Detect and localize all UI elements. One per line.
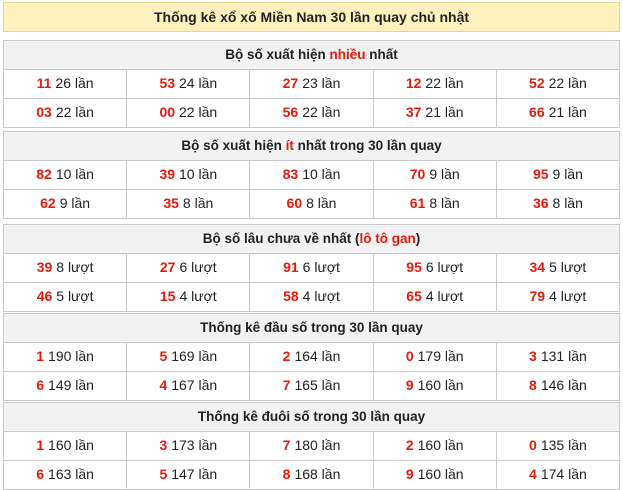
stat-cell: [496, 283, 619, 311]
section-title-text: ): [415, 231, 421, 246]
lottery-number: 00: [159, 104, 176, 120]
lottery-number: 12: [405, 75, 422, 91]
occurrence-count: 160 lần: [48, 437, 94, 453]
lottery-number: 35: [163, 195, 179, 211]
lottery-number: 7: [282, 377, 291, 393]
occurrence-count: 5 lượt: [56, 288, 94, 304]
occurrence-count: 174 lần: [540, 466, 587, 482]
stat-cell: [126, 254, 249, 282]
occurrence-count: 22 lần: [179, 104, 218, 120]
occurrence-count: 180 lần: [294, 437, 341, 453]
stat-cell: [126, 190, 249, 218]
stat-cell: [373, 343, 496, 371]
occurrence-count: 169 lần: [171, 348, 218, 364]
lottery-number: 2: [282, 348, 291, 364]
lottery-number: 70: [409, 166, 426, 182]
lottery-number: 3: [159, 437, 168, 453]
occurrence-count: 168 lần: [294, 466, 341, 482]
section-title-highlight: ít: [285, 138, 294, 153]
stat-cell: [4, 432, 126, 460]
stat-cell: [249, 372, 372, 400]
occurrence-count: 4 lượt: [425, 288, 464, 304]
occurrence-count: 4 lượt: [302, 288, 340, 304]
lottery-number: 66: [529, 104, 545, 120]
stat-cell: [496, 190, 619, 218]
stat-cell: [249, 343, 372, 371]
stat-cell: [373, 372, 496, 400]
stat-cell: [126, 283, 249, 311]
stat-row: [4, 371, 619, 400]
occurrence-count: 6 lượt: [425, 259, 464, 275]
lottery-number: 79: [529, 288, 546, 304]
lottery-number: 5: [159, 466, 168, 482]
occurrence-count: 10 lần: [179, 166, 218, 182]
lottery-number: 03: [36, 104, 52, 120]
stat-cell: [496, 99, 619, 127]
stat-cell: [373, 161, 496, 189]
stat-cell: [249, 432, 372, 460]
occurrence-count: 22 lần: [548, 75, 587, 91]
occurrence-count: 21 lần: [548, 104, 587, 120]
lottery-number: 7: [282, 437, 291, 453]
occurrence-count: 8 lần: [182, 195, 214, 211]
lottery-number: 62: [40, 195, 56, 211]
lottery-number: 36: [532, 195, 549, 211]
occurrence-count: 6 lượt: [179, 259, 217, 275]
lottery-number: 58: [283, 288, 299, 304]
occurrence-count: 5 lượt: [549, 259, 587, 275]
stat-cell: [373, 432, 496, 460]
stat-section: [3, 224, 620, 312]
stat-cell: [4, 254, 126, 282]
section-title: [4, 314, 619, 343]
lottery-number: 52: [529, 75, 545, 91]
occurrence-count: 23 lần: [302, 75, 341, 91]
section-title: [4, 132, 619, 161]
occurrence-count: 167 lần: [171, 377, 218, 393]
stat-cell: [126, 161, 249, 189]
section-title-text: nhất: [365, 47, 398, 62]
occurrence-count: 9 lần: [552, 166, 583, 182]
stat-cell: [249, 283, 372, 311]
lottery-number: 27: [282, 75, 299, 91]
section-title: [4, 41, 619, 70]
stat-section: [3, 313, 620, 401]
stat-cell: [4, 70, 126, 98]
occurrence-count: 8 lần: [306, 195, 337, 211]
lottery-number: 15: [159, 288, 176, 304]
lottery-number: 82: [36, 166, 52, 182]
stat-cell: [126, 99, 249, 127]
section-title: [4, 403, 619, 432]
stat-cell: [373, 99, 496, 127]
stat-cell: [4, 283, 126, 311]
occurrence-count: 8 lần: [552, 195, 583, 211]
occurrence-count: 131 lần: [540, 348, 587, 364]
occurrence-count: 160 lần: [417, 377, 464, 393]
occurrence-count: 146 lần: [540, 377, 587, 393]
lottery-number: 9: [405, 466, 414, 482]
occurrence-count: 4 lượt: [179, 288, 217, 304]
section-title-highlight: lô tô gan: [359, 231, 416, 246]
lottery-number: 5: [159, 348, 168, 364]
stat-section: [3, 131, 620, 219]
occurrence-count: 163 lần: [48, 466, 94, 482]
section-title-text: nhất trong 30 lần quay: [293, 138, 442, 153]
lottery-number: 60: [286, 195, 303, 211]
lottery-number: 3: [529, 348, 537, 364]
lottery-number: 39: [36, 259, 53, 275]
lottery-number: 27: [159, 259, 176, 275]
occurrence-count: 22 lần: [55, 104, 94, 120]
occurrence-count: 21 lần: [425, 104, 464, 120]
occurrence-count: 147 lần: [171, 466, 218, 482]
stat-cell: [496, 343, 619, 371]
stat-cell: [496, 70, 619, 98]
stat-row: [4, 432, 619, 460]
stat-cell: [249, 161, 372, 189]
stat-cell: [126, 432, 249, 460]
occurrence-count: 8 lần: [429, 195, 460, 211]
occurrence-count: 135 lần: [540, 437, 587, 453]
lottery-number: 4: [529, 466, 537, 482]
stat-cell: [126, 343, 249, 371]
stat-section: [3, 402, 620, 490]
section-title-text: Bộ số xuất hiện: [181, 138, 286, 153]
lottery-number: 46: [36, 288, 53, 304]
stat-row: [4, 343, 619, 371]
stat-row: [4, 98, 619, 127]
stat-cell: [373, 70, 496, 98]
stat-cell: [249, 461, 372, 489]
occurrence-count: 164 lần: [294, 348, 341, 364]
lottery-number: 53: [159, 75, 176, 91]
lottery-number: 37: [405, 104, 422, 120]
occurrence-count: 4 lượt: [549, 288, 587, 304]
stat-cell: [496, 254, 619, 282]
stat-cell: [496, 461, 619, 489]
lottery-number: 95: [532, 166, 549, 182]
stat-cell: [4, 161, 126, 189]
lottery-number: 0: [405, 348, 414, 364]
occurrence-count: 22 lần: [425, 75, 464, 91]
occurrence-count: 160 lần: [417, 437, 464, 453]
lottery-number: 1: [36, 437, 45, 453]
occurrence-count: 149 lần: [48, 377, 94, 393]
stat-cell: [373, 283, 496, 311]
stat-cell: [126, 372, 249, 400]
lottery-number: 83: [282, 166, 299, 182]
stat-row: [4, 70, 619, 98]
lottery-number: 95: [406, 259, 422, 275]
stat-cell: [373, 190, 496, 218]
stat-cell: [496, 372, 619, 400]
occurrence-count: 160 lần: [417, 466, 464, 482]
stat-row: [4, 282, 619, 311]
section-title-text: Bộ số xuất hiện: [225, 47, 330, 62]
lottery-number: 6: [36, 377, 45, 393]
lottery-number: 6: [36, 466, 45, 482]
occurrence-count: 22 lần: [302, 104, 341, 120]
section-title-text: Thống kê đầu số trong 30 lần quay: [200, 320, 423, 335]
occurrence-count: 9 lần: [59, 195, 91, 211]
lottery-number: 2: [405, 437, 414, 453]
stat-cell: [126, 461, 249, 489]
stat-cell: [496, 432, 619, 460]
section-title-text: Thống kê đuôi số trong 30 lần quay: [197, 409, 426, 424]
stat-cell: [249, 70, 372, 98]
lottery-number: 11: [36, 75, 52, 91]
occurrence-count: 173 lần: [171, 437, 218, 453]
stat-row: [4, 161, 619, 189]
stat-row: [4, 254, 619, 282]
occurrence-count: 9 lần: [429, 166, 460, 182]
occurrence-count: 24 lần: [179, 75, 218, 91]
lottery-number: 65: [406, 288, 422, 304]
lottery-number: 1: [36, 348, 45, 364]
stat-cell: [126, 70, 249, 98]
stat-cell: [496, 161, 619, 189]
lottery-number: 8: [529, 377, 537, 393]
occurrence-count: 179 lần: [417, 348, 464, 364]
lottery-number: 8: [282, 466, 291, 482]
lottery-number: 56: [282, 104, 299, 120]
stat-cell: [4, 99, 126, 127]
stat-cell: [373, 461, 496, 489]
occurrence-count: 165 lần: [294, 377, 341, 393]
stat-cell: [249, 254, 372, 282]
section-title-text: Bộ số lâu chưa về nhất (: [202, 231, 360, 246]
stat-cell: [4, 190, 126, 218]
stat-row: [4, 460, 619, 489]
occurrence-count: 26 lần: [55, 75, 94, 91]
lottery-number: 9: [405, 377, 414, 393]
lottery-number: 61: [409, 195, 426, 211]
section-title-highlight: nhiều: [329, 47, 366, 62]
lottery-number: 39: [159, 166, 176, 182]
stat-cell: [249, 99, 372, 127]
lottery-number: 34: [529, 259, 546, 275]
stat-cell: [373, 254, 496, 282]
occurrence-count: 190 lần: [48, 348, 94, 364]
stat-row: [4, 189, 619, 218]
occurrence-count: 6 lượt: [302, 259, 340, 275]
lottery-number: 91: [283, 259, 299, 275]
stat-cell: [4, 343, 126, 371]
stat-cell: [249, 190, 372, 218]
page-title: Thống kê xổ xố Miền Nam 30 lần quay chủ nhật: [3, 2, 620, 32]
stat-section: [3, 40, 620, 128]
stat-cell: [4, 372, 126, 400]
occurrence-count: 10 lần: [55, 166, 94, 182]
stat-cell: [4, 461, 126, 489]
occurrence-count: 8 lượt: [56, 259, 94, 275]
section-title: [4, 225, 619, 254]
lottery-number: 4: [159, 377, 168, 393]
occurrence-count: 10 lần: [302, 166, 341, 182]
lottery-number: 0: [529, 437, 537, 453]
